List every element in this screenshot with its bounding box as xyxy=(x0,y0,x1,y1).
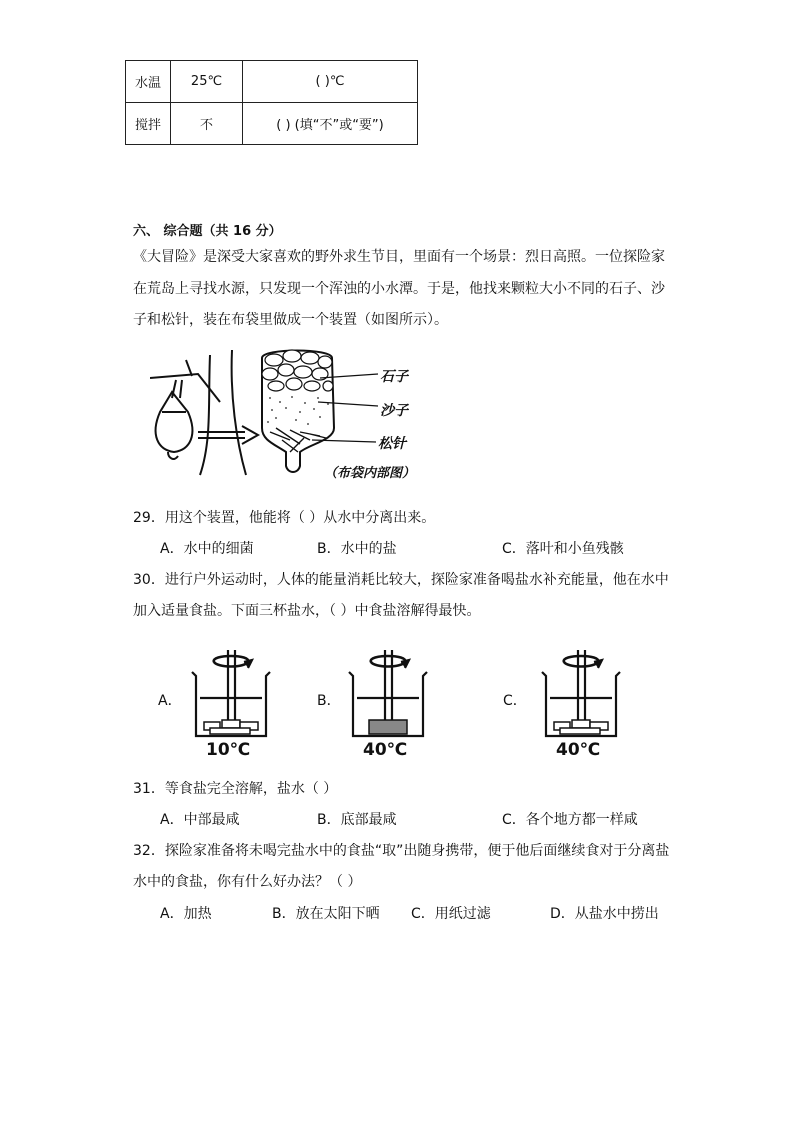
comparison-table xyxy=(125,60,418,145)
q32-stem-line: 32．探险家准备将未喝完盐水中的食盐“取”出随身携带，便于他后面继续食对于分离盐 xyxy=(133,843,670,859)
q29-option-c: C．落叶和小鱼残骸 xyxy=(502,541,624,557)
beaker-c-figure xyxy=(536,640,626,740)
answer-blank: ( ) (填“不”或“要”) xyxy=(243,103,418,145)
q29-stem: 29．用这个装置，他能将（ ）从水中分离出来。 xyxy=(133,510,436,526)
beaker-b-temp: 40℃ xyxy=(363,740,408,760)
sand-layer xyxy=(267,396,329,425)
q31-stem: 31．等食盐完全溶解，盐水（ ） xyxy=(133,781,338,797)
cell-value: 25℃ xyxy=(171,61,243,103)
q32-option-c: C．用纸过滤 xyxy=(411,906,491,922)
sand-label: 沙子 xyxy=(380,403,408,419)
q30-stem-line: 加入适量食盐。下面三杯盐水，（ ）中食盐溶解得最快。 xyxy=(133,603,481,619)
q31-option-c: C．各个地方都一样咸 xyxy=(502,812,638,828)
answer-blank: ( )℃ xyxy=(243,61,418,103)
q32-option-a: A．加热 xyxy=(160,906,212,922)
stone-label: 石子 xyxy=(380,369,408,385)
q32-stem-line: 水中的食盐，你有什么好办法？（ ） xyxy=(133,874,362,890)
table-row xyxy=(126,61,418,103)
salt-cubes xyxy=(204,720,258,734)
label-pointers xyxy=(312,374,378,442)
intro-line: 在荒岛上寻找水源，只发现一个浑浊的小水潭。于是，他找来颗粒大小不同的石子、沙 xyxy=(133,281,665,297)
beaker-a-figure xyxy=(186,640,276,740)
table-row xyxy=(126,103,418,145)
beaker-a-temp: 10℃ xyxy=(206,740,251,760)
beaker-a-label: A． xyxy=(158,693,182,709)
row-label: 水温 xyxy=(126,61,171,103)
beaker-c-temp: 40℃ xyxy=(556,740,601,760)
q32-option-d: D．从盐水中捞出 xyxy=(550,906,659,922)
q29-option-a: A．水中的细菌 xyxy=(160,541,254,557)
salt-powder xyxy=(369,720,407,734)
intro-line: 《大冒险》是深受大家喜欢的野外求生节目，里面有一个场景：烈日高照。一位探险家 xyxy=(133,249,665,265)
beaker-c-label: C． xyxy=(503,693,527,709)
salt-cubes xyxy=(554,720,608,734)
row-label: 搅拌 xyxy=(126,103,171,145)
figure-caption: （布袋内部图） xyxy=(324,466,416,481)
beaker-b-figure xyxy=(343,640,433,740)
q31-option-a: A．中部最咸 xyxy=(160,812,240,828)
q32-option-b: B．放在太阳下晒 xyxy=(272,906,380,922)
stones-layer xyxy=(262,350,333,391)
cell-value: 不 xyxy=(171,103,243,145)
section-title: 六、 综合题（共 16 分） xyxy=(133,224,282,239)
intro-line: 子和松针，装在布袋里做成一个装置（如图所示）。 xyxy=(133,312,448,328)
q30-stem-line: 30．进行户外运动时，人体的能量消耗比较大，探险家准备喝盐水补充能量，他在水中 xyxy=(133,572,669,588)
q29-option-b: B．水中的盐 xyxy=(317,541,397,557)
pine-needle-label: 松针 xyxy=(378,436,406,452)
beaker-b-label: B． xyxy=(317,693,341,709)
q31-option-b: B．底部最咸 xyxy=(317,812,397,828)
